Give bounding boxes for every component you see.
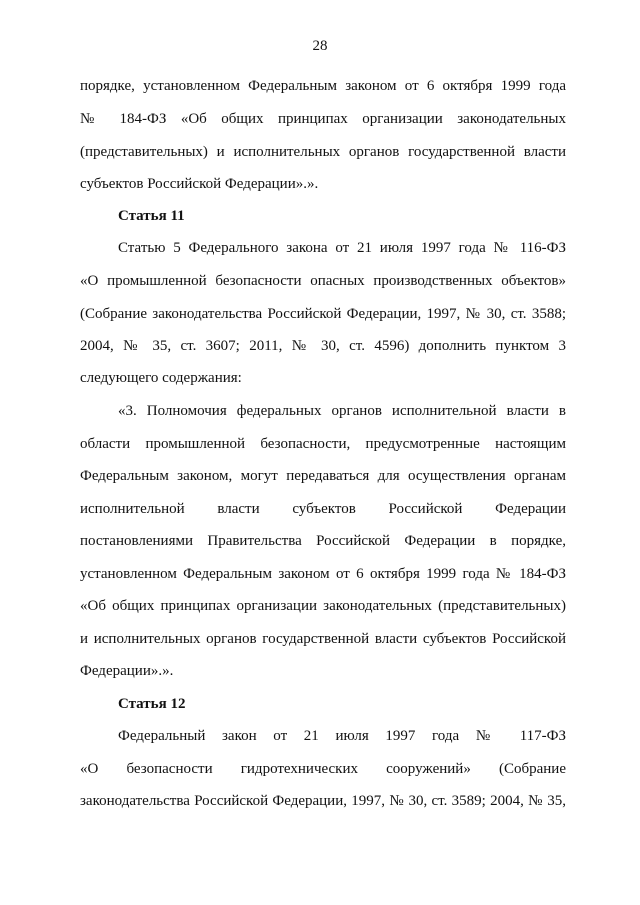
text-line: (представительных) и исполнительных органов государственной власти xyxy=(80,144,566,160)
text-line: следующего содержания: xyxy=(80,370,242,386)
text-line: 2004, № 35, ст. 3607; 2011, № 30, ст. 4596) дополнить пунктом 3 xyxy=(80,338,566,354)
text-line: «О промышленной безопасности опасных производственных объектов» xyxy=(80,273,566,289)
text-line: Федерации».». xyxy=(80,663,174,679)
text-line: (Собрание законодательства Российской Федерации, 1997, № 30, ст. 3588; xyxy=(80,306,566,322)
text-line: «Об общих принципах организации законодательных (представительных) xyxy=(80,598,566,614)
text-line: порядке, установленном Федеральным законом от 6 октября 1999 года xyxy=(80,78,566,94)
text-line: области промышленной безопасности, предусмотренные настоящим xyxy=(80,436,566,452)
text-line: и исполнительных органов государственной власти субъектов Российской xyxy=(80,631,566,647)
text-line: установленном Федеральным законом от 6 октября 1999 года № 184-ФЗ xyxy=(80,566,566,582)
text-line: Федеральным законом, могут передаваться для осуществления органам xyxy=(80,468,566,484)
text-line: Статью 5 Федерального закона от 21 июля 1997 года № 116-ФЗ xyxy=(118,240,566,256)
text-line: постановлениями Правительства Российской Федерации в порядке, xyxy=(80,533,566,549)
text-line: субъектов Российской Федерации».». xyxy=(80,176,319,192)
article-11-heading: Статья 11 xyxy=(118,208,185,224)
text-line: Федеральный закон от 21 июля 1997 года № 117-ФЗ xyxy=(118,728,566,744)
text-line: исполнительной власти субъектов Российской Федерации xyxy=(80,501,566,517)
article-12-heading: Статья 12 xyxy=(118,696,186,712)
text-line: законодательства Российской Федерации, 1997, № 30, ст. 3589; 2004, № 35, xyxy=(80,793,566,809)
text-line: «3. Полномочия федеральных органов исполнительной власти в xyxy=(118,403,566,419)
text-line: № 184-ФЗ «Об общих принципах организации законодательных xyxy=(80,111,566,127)
page-number: 28 xyxy=(312,38,328,54)
text-line: «О безопасности гидротехнических сооружений» (Собрание xyxy=(80,761,566,777)
